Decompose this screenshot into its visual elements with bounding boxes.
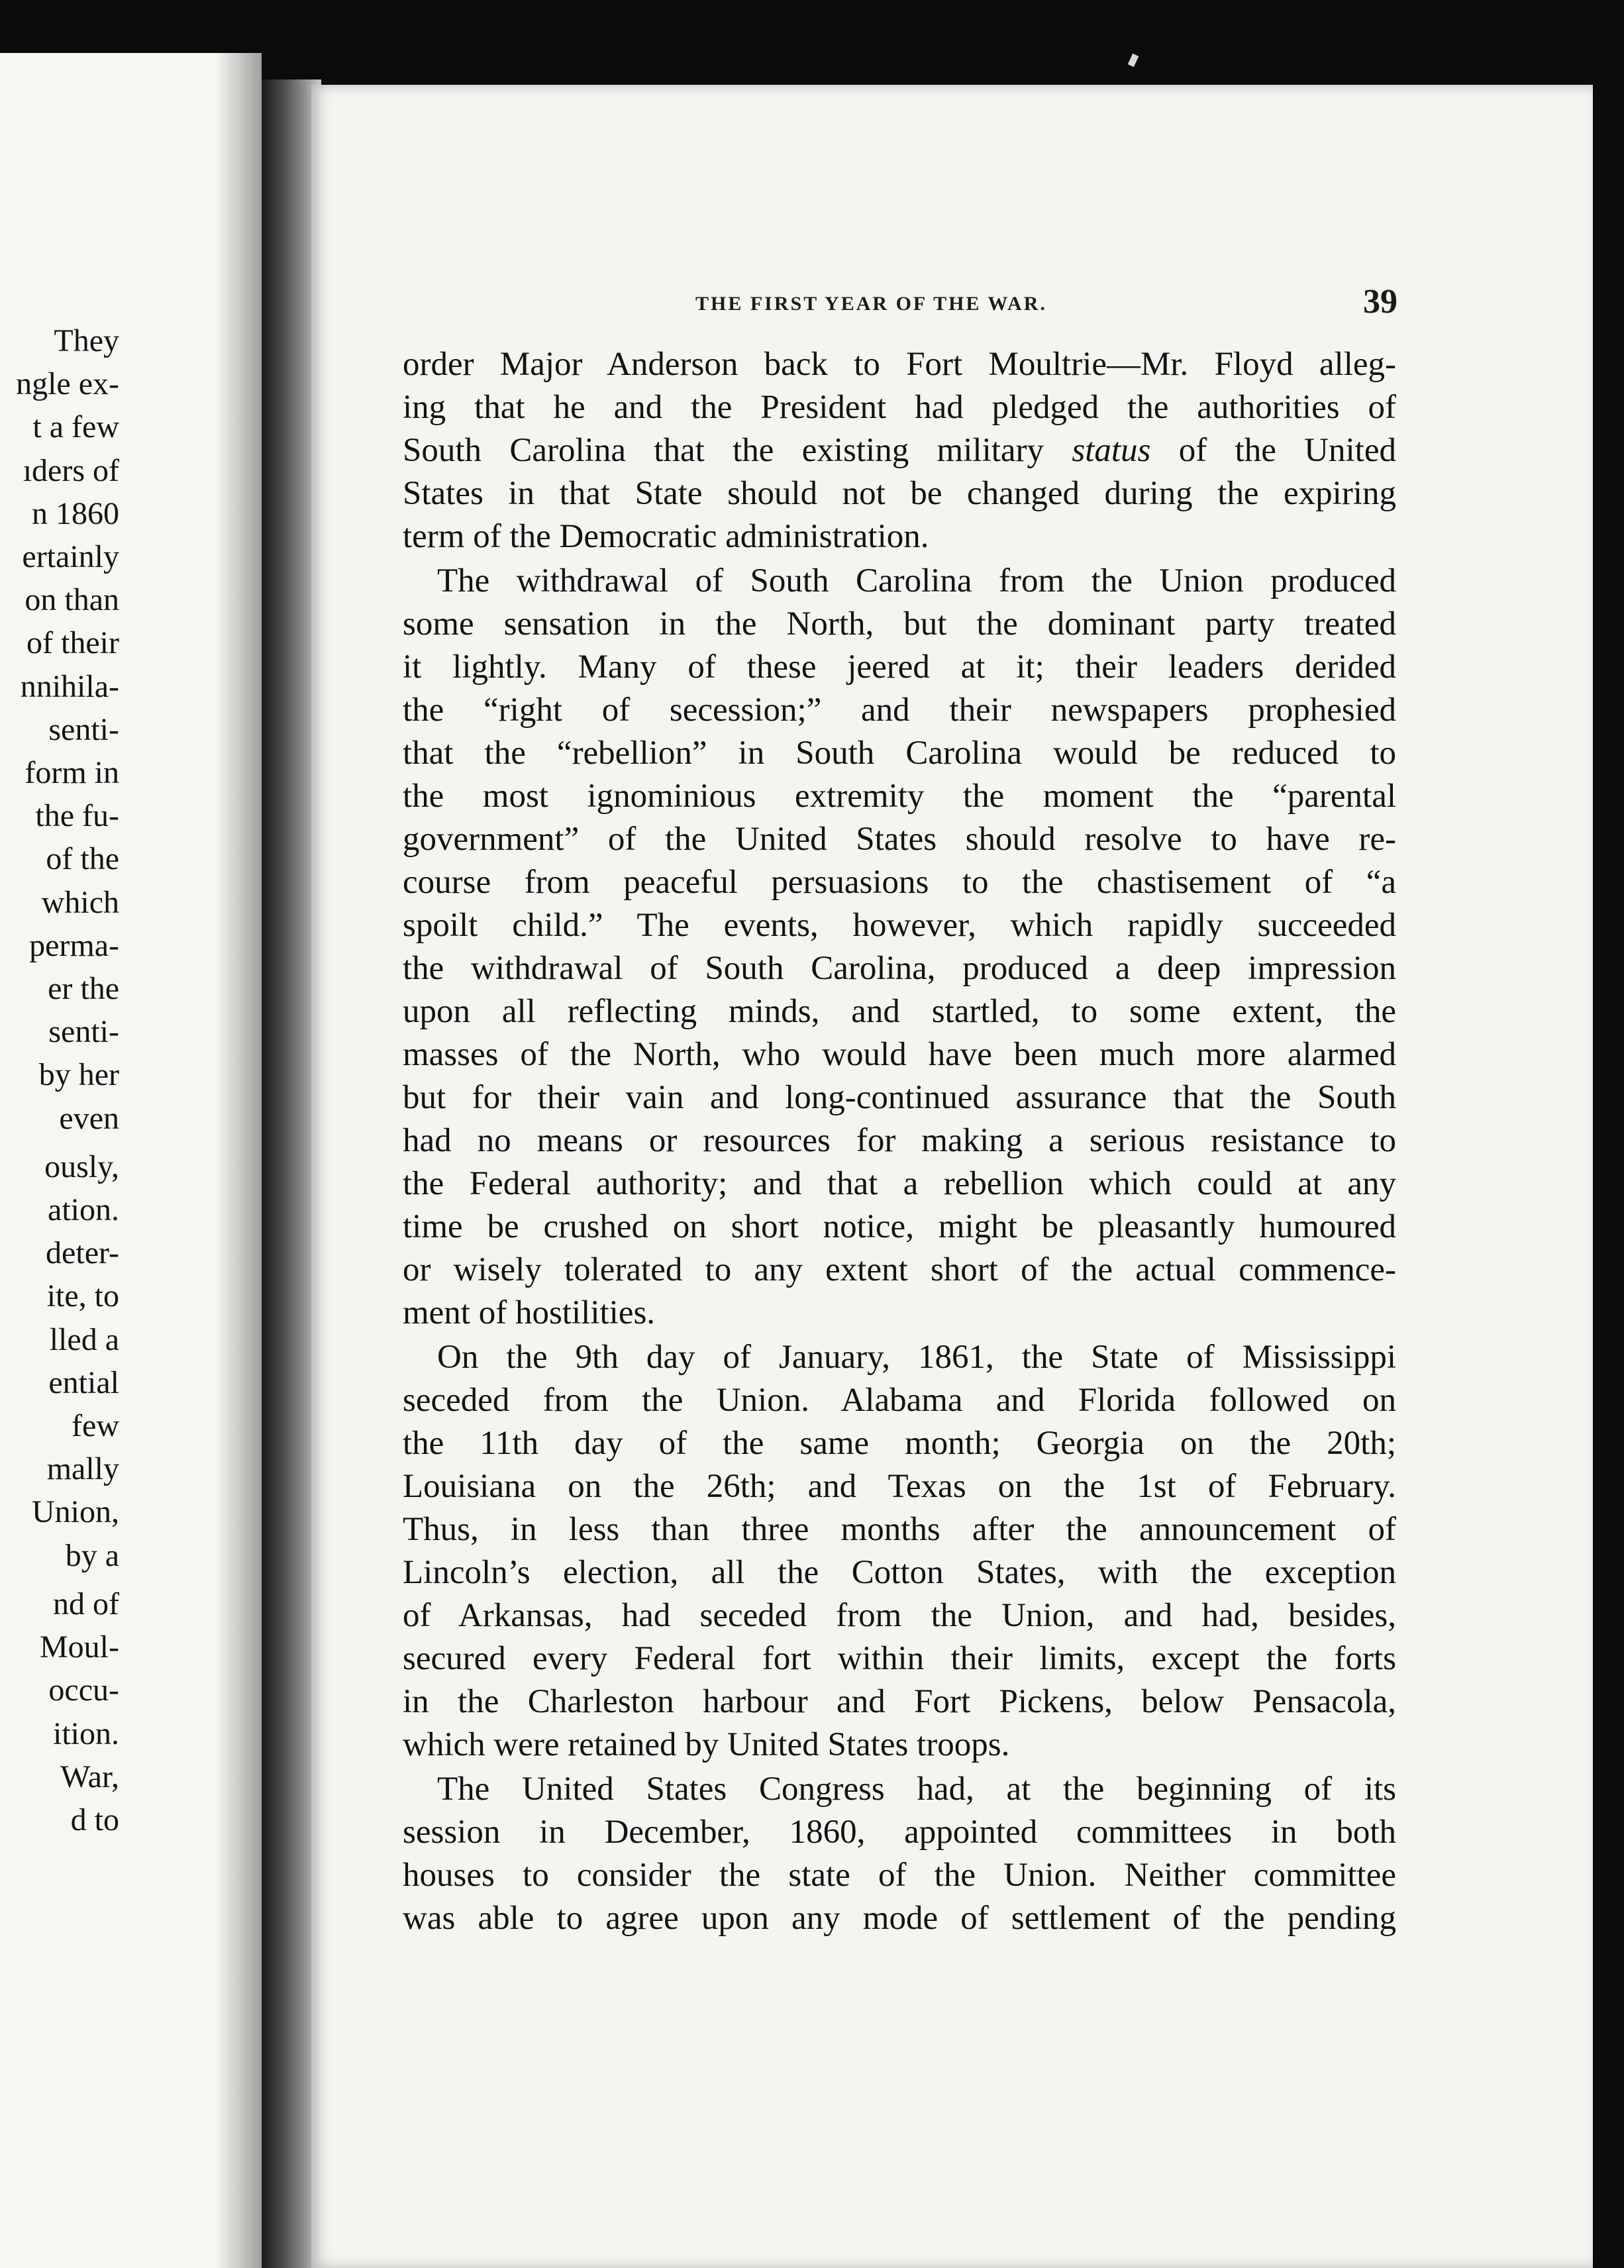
left-fragment: d to	[70, 1802, 119, 1837]
left-fragment: er the	[48, 971, 119, 1007]
left-fragment: even	[59, 1100, 119, 1136]
text-line: the most ignominious extremity the moment the “parental	[403, 778, 1396, 815]
text-line: term of the Democratic administration.	[403, 518, 929, 555]
left-fragment: occu-	[48, 1673, 119, 1708]
text-line: On the 9th day of January, 1861, the State of Mississippi	[437, 1339, 1396, 1376]
text-line: but for their vain and long-continued assurance that the South	[403, 1079, 1396, 1116]
text-line: seceded from the Union. Alabama and Florida followed on	[403, 1382, 1396, 1419]
left-fragment: senti-	[48, 1014, 119, 1050]
text-line: which were retained by United States troops.	[403, 1726, 1010, 1763]
text-line-segment: of the United	[1178, 432, 1396, 469]
text-line: course from peaceful persuasions to the chastisement of “a	[403, 864, 1396, 901]
left-fragment: Moul-	[40, 1629, 119, 1665]
text-line: spoilt child.” The events, however, which rapidly succeeded	[403, 907, 1396, 944]
left-fragment: on than	[25, 582, 119, 618]
left-fragment: perma-	[29, 927, 119, 963]
left-fragment: lled a	[49, 1321, 119, 1357]
text-line: ment of hostilities.	[403, 1294, 656, 1331]
text-line: time be crushed on short notice, might be pleasantly humoured	[403, 1208, 1396, 1245]
left-fragment: of the	[46, 841, 119, 877]
text-line: government” of the United States should resolve to have re-	[403, 821, 1396, 858]
italic-word-status: status	[1072, 432, 1151, 469]
left-fragment: senti-	[48, 711, 119, 747]
left-fragment: n 1860	[32, 495, 119, 531]
left-fragment: ition.	[52, 1716, 119, 1751]
text-line: session in December, 1860, appointed committees in both	[403, 1814, 1396, 1851]
text-line: of Arkansas, had seceded from the Union, and had, besides,	[403, 1597, 1396, 1634]
text-line: houses to consider the state of the Union. Neither committee	[403, 1857, 1396, 1894]
text-line: it lightly. Many of these jeered at it; their leaders derided	[403, 648, 1396, 686]
page-number: 39	[1363, 283, 1397, 321]
left-fragment: nd of	[53, 1586, 119, 1622]
text-line: in the Charleston harbour and Fort Pickens, below Pensacola,	[403, 1683, 1396, 1720]
left-page-text-fragments	[16, 319, 119, 1841]
left-fragment: which	[41, 884, 119, 920]
left-fragment: mally	[46, 1451, 119, 1487]
running-head: THE FIRST YEAR OF THE WAR.	[695, 293, 1047, 315]
left-page-shadow	[215, 53, 262, 2268]
text-line-segment: South Carolina that the existing military	[403, 432, 1044, 469]
left-fragment: Union,	[32, 1494, 119, 1530]
left-fragment: form in	[25, 755, 119, 791]
text-line: upon all reflecting minds, and startled, to some extent, the	[403, 993, 1396, 1030]
left-fragment: few	[72, 1408, 119, 1444]
text-line: had no means or resources for making a serious resistance to	[403, 1122, 1396, 1159]
left-fragment: ential	[48, 1365, 119, 1400]
text-line: Louisiana on the 26th; and Texas on the 1st of February.	[403, 1468, 1396, 1505]
scan-background-edge	[1593, 85, 1624, 2268]
left-fragment: by a	[65, 1537, 119, 1573]
text-line: the Federal authority; and that a rebellion which could at any	[403, 1165, 1396, 1202]
text-line: secured every Federal fort within their limits, except the forts	[403, 1640, 1396, 1677]
text-line: or wisely tolerated to any extent short of the actual commence-	[403, 1251, 1396, 1288]
text-line: masses of the North, who would have been much more alarmed	[403, 1036, 1396, 1073]
text-line: the “right of secession;” and their newspapers prophesied	[403, 692, 1396, 729]
text-line: The United States Congress had, at the beginning of its	[437, 1771, 1396, 1808]
left-fragment: ıders of	[23, 452, 119, 488]
left-fragment: of their	[26, 625, 119, 661]
page-body-text	[403, 343, 1396, 1940]
left-fragment: the fu-	[35, 798, 119, 834]
left-fragment: nnihila-	[20, 668, 119, 704]
left-fragment: by her	[38, 1057, 119, 1093]
text-line: Lincoln’s election, all the Cotton States, with the exception	[403, 1554, 1396, 1591]
left-fragment: t a few	[32, 409, 119, 445]
text-line	[403, 429, 1396, 472]
left-fragment: War,	[60, 1759, 119, 1794]
left-fragment: ertainly	[22, 539, 119, 575]
text-line: States in that State should not be changed during the expiring	[403, 475, 1396, 512]
left-fragment: ite, to	[46, 1278, 119, 1314]
left-page	[0, 53, 262, 2268]
left-fragment: deter-	[46, 1235, 119, 1271]
left-fragment: They	[54, 323, 119, 358]
text-line: The withdrawal of South Carolina from the Union produced	[437, 562, 1396, 599]
text-line: Thus, in less than three months after the announcement of	[403, 1511, 1396, 1548]
text-line: that the “rebellion” in South Carolina would be reduced to	[403, 735, 1396, 772]
text-line: the withdrawal of South Carolina, produced a deep impression	[403, 950, 1396, 987]
text-line: the 11th day of the same month; Georgia on the 20th;	[403, 1425, 1396, 1462]
scan-speck	[1128, 54, 1139, 68]
left-fragment: ation.	[48, 1192, 119, 1228]
text-line: order Major Anderson back to Fort Moultrie—Mr. Floyd alleg-	[403, 346, 1396, 383]
left-fragment: ously,	[44, 1149, 119, 1184]
text-line: ing that he and the President had pledged the authorities of	[403, 389, 1396, 426]
text-line: some sensation in the North, but the dominant party treated	[403, 605, 1396, 643]
left-fragment: ngle ex-	[16, 366, 119, 402]
text-line: was able to agree upon any mode of settlement of the pending	[403, 1900, 1396, 1937]
